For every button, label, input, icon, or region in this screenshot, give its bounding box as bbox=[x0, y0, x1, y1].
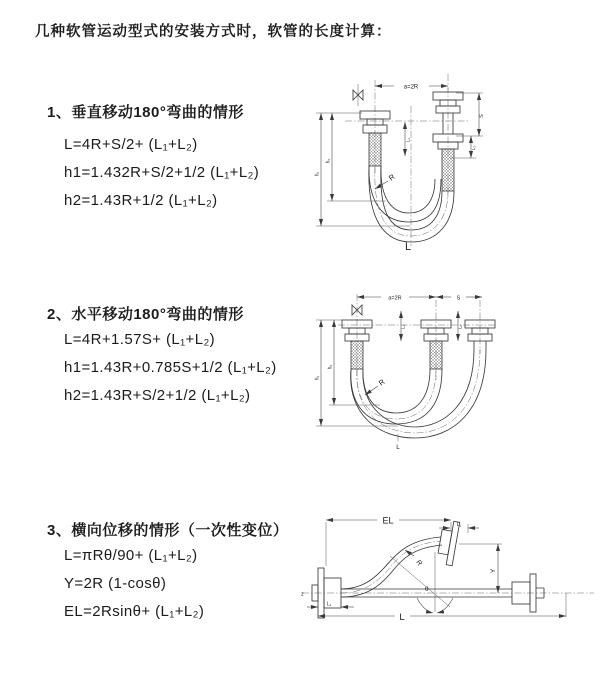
dim-l1-top-label: L₁ bbox=[456, 522, 462, 528]
section3-formula-Y: Y=2R (1-cosθ) bbox=[64, 575, 167, 592]
dim-s-label: S bbox=[479, 114, 485, 118]
diagram-vertical-180-bend bbox=[310, 66, 600, 266]
left-fitting bbox=[360, 111, 390, 166]
centerline-break-mark: z bbox=[301, 591, 304, 598]
dimension-l1 bbox=[405, 122, 411, 156]
dimension-y bbox=[459, 544, 502, 593]
dimension-width bbox=[375, 84, 448, 90]
section1-heading: 1、垂直移动180°弯曲的情形 bbox=[47, 104, 244, 121]
dim-l2-label: L₂ bbox=[457, 324, 463, 330]
dim-h1-label: h₁ bbox=[314, 375, 321, 381]
dim-el-label: EL bbox=[382, 515, 394, 526]
dimension-l bbox=[318, 593, 566, 623]
dimension-l1-left bbox=[307, 602, 354, 608]
hose-curves bbox=[369, 166, 454, 242]
hose-braid-right bbox=[442, 149, 454, 191]
dim-h2-label: h₂ bbox=[327, 364, 334, 370]
dimension-l1-l2 bbox=[401, 311, 463, 341]
dim-width-label: a=2R bbox=[403, 84, 419, 91]
section3-formula-EL: EL=2Rsinθ+ (L₁+L₂) bbox=[64, 603, 205, 620]
section2-heading: 2、水平移动180°弯曲的情形 bbox=[47, 306, 244, 323]
radius-label: R bbox=[414, 559, 423, 568]
dimension-el bbox=[326, 516, 451, 567]
dim-y-label: Y bbox=[490, 568, 497, 574]
radius-callout bbox=[365, 377, 387, 395]
dim-l1-left-label: L₁ bbox=[326, 601, 332, 608]
dim-l2-label: L₂ bbox=[471, 145, 476, 151]
hose-curves bbox=[351, 349, 486, 438]
section1-formula-L: L=4R+S/2+ (L₁+L₂) bbox=[64, 136, 198, 153]
section1-formula-h2: h2=1.43R+1/2 (L₁+L₂) bbox=[64, 192, 218, 209]
angle-theta-label: θ bbox=[425, 586, 429, 593]
dim-l1-label: L₁ bbox=[405, 137, 411, 143]
section2-formula-h2: h2=1.43R+S/2+1/2 (L₁+L₂) bbox=[64, 387, 251, 404]
left-fitting bbox=[342, 320, 372, 369]
dim-s-label: S bbox=[456, 295, 461, 302]
dim-l-label: L bbox=[399, 612, 405, 623]
diagram-lateral-displacement bbox=[298, 504, 598, 664]
hose-braid-left bbox=[369, 133, 381, 166]
length-label: L bbox=[404, 241, 412, 253]
dim-l1-label: L₁ bbox=[400, 324, 406, 330]
radius-callout bbox=[375, 172, 397, 189]
page-title: 几种软管运动型式的安装方式时，软管的长度计算： bbox=[35, 24, 392, 40]
dim-h2-label: h₂ bbox=[325, 158, 332, 164]
length-label: L bbox=[396, 444, 400, 451]
section1-formula-h1: h1=1.432R+S/2+1/2 (L₁+L₂) bbox=[64, 164, 260, 181]
radius-label: R bbox=[376, 377, 387, 388]
diagram-horizontal-180-bend bbox=[310, 282, 600, 472]
section2-formula-h1: h1=1.43R+0.785S+1/2 (L₁+L₂) bbox=[64, 359, 277, 376]
dimension-width bbox=[357, 295, 482, 301]
section3-formula-L: L=πRθ/90+ (L₁+L₂) bbox=[64, 547, 198, 564]
dim-h1-label: h₁ bbox=[314, 171, 321, 177]
section3-heading: 3、横向位移的情形（一次性变位） bbox=[47, 522, 289, 539]
dim-width-label: a=2R bbox=[388, 295, 402, 302]
dimension-s-l2 bbox=[450, 93, 485, 158]
dimension-heights bbox=[315, 320, 399, 426]
hose-braid-middle bbox=[430, 341, 442, 369]
section2-formula-L: L=4R+1.57S+ (L₁+L₂) bbox=[64, 331, 216, 348]
hose-braid-left bbox=[351, 341, 363, 369]
radius-label: R bbox=[386, 172, 397, 183]
